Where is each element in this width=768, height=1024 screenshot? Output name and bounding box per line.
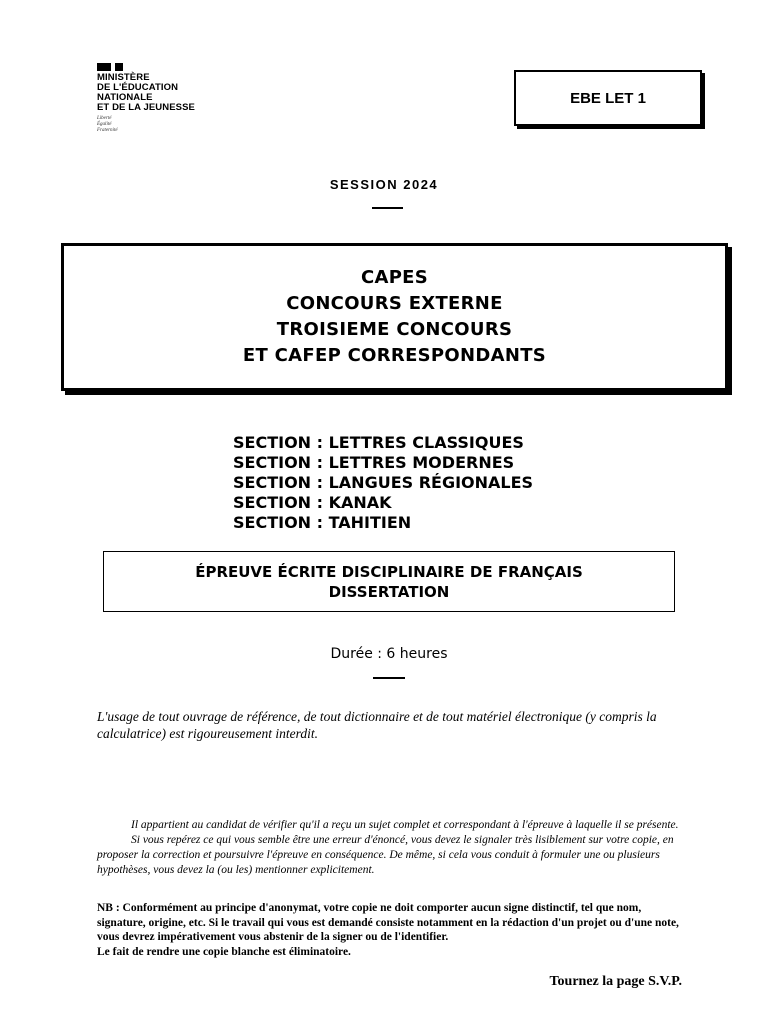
- republic-flag-icon: [97, 62, 217, 71]
- duration-label: Durée : 6 heures: [330, 646, 448, 662]
- logo-line-3: NATIONALE: [97, 92, 153, 103]
- logo-line-1: MINISTÈRE: [97, 72, 150, 83]
- session-divider: [372, 207, 403, 209]
- section-lettres-classiques: SECTION : LETTRES CLASSIQUES: [233, 433, 524, 452]
- turn-page-note: Tournez la page S.V.P.: [549, 974, 682, 989]
- duration-divider: [373, 677, 405, 679]
- logo-line-4: ET DE LA JEUNESSE: [97, 102, 195, 113]
- motto-egalite: Égalité: [97, 122, 112, 127]
- section-lettres-modernes: SECTION : LETTRES MODERNES: [233, 453, 515, 472]
- title-line-cafep: ET CAFEP CORRESPONDANTS: [242, 345, 547, 366]
- motto-liberte: Liberté: [97, 116, 112, 121]
- epreuve-subtitle: DISSERTATION: [328, 582, 450, 601]
- nb-notice: [97, 901, 687, 959]
- notice-paragraph-1: Il appartient au candidat de vérifier qu'il a reçu un sujet complet et correspondant à l'épreuve à laquelle il se présente.: [131, 819, 679, 831]
- title-line-capes: CAPES: [360, 267, 429, 288]
- nb-paragraph-2: Le fait de rendre une copie blanche est éliminatoire.: [97, 945, 351, 958]
- logo-motto: [97, 116, 217, 134]
- exam-code-box: [514, 70, 702, 126]
- ministry-logo: [97, 62, 217, 134]
- title-line-externe: CONCOURS EXTERNE: [286, 293, 503, 314]
- title-box: [61, 243, 728, 391]
- exam-code: EBE LET 1: [570, 89, 646, 107]
- sections-list: [233, 433, 533, 533]
- section-kanak: SECTION : KANAK: [233, 493, 392, 512]
- nb-paragraph-1: NB : Conformément au principe d'anonymat, votre copie ne doit comporter aucun signe distinctif, tel que nom, signature, origine, etc. Si le travail qui vous est demandé consiste notamment en la rédaction d'un projet ou d'une note, vous devrez impérativement vous abstenir de la signer ou de l'identifier.: [97, 902, 679, 943]
- motto-fraternite: Fraternité: [97, 128, 118, 133]
- session-label: SESSION 2024: [329, 177, 439, 192]
- candidate-notice: [97, 818, 687, 878]
- logo-line-2: DE L'ÉDUCATION: [97, 82, 179, 93]
- title-line-troisieme: TROISIEME CONCOURS: [276, 319, 513, 340]
- section-langues-regionales: SECTION : LANGUES RÉGIONALES: [233, 473, 534, 492]
- section-tahitien: SECTION : TAHITIEN: [233, 513, 412, 532]
- epreuve-title: ÉPREUVE ÉCRITE DISCIPLINAIRE DE FRANÇAIS: [195, 562, 583, 581]
- epreuve-box: [103, 551, 675, 612]
- usage-notice: L'usage de tout ouvrage de référence, de tout dictionnaire et de tout matériel électronique (y compris la calculatrice) est rigoureusement interdit.: [97, 709, 657, 741]
- notice-paragraph-2: Si vous repérez ce qui vous semble être une erreur d'énoncé, vous devez le signaler très lisiblement sur votre copie, en proposer la correction et poursuivre l'épreuve en conséquence. De même, si cela vous conduit à formuler une ou plusieurs hypothèses, vous devez la (ou les) mentionner explicitement.: [97, 834, 674, 876]
